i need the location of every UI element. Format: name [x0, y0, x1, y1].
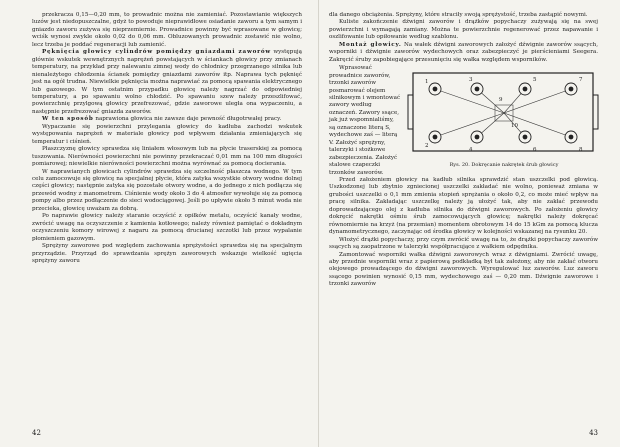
paragraph-lead: Montaż głowicy. — [339, 41, 402, 48]
right-page — [318, 0, 620, 447]
paragraph-text: W naprawianych głowicach cylindrów sprawdza się szczelność płaszcza wodnego. W tym celu zamocowuje się głowicę na specjalnej płycie, która zatyka wszystkie otwory wodne dolnej części głowicy; następnie zatyka się pozostałe otwory wodne, a do jednego z nich podłącza się przewód wodny z manometrem. Ciśnienie wody około 3 do 4 atmosfer wywołuje się za pomocą pompy albo przez podłączenie do sieci wodociągowej. Jeśli po upływie około 5 minut woda nie przecieka, głowicę uważam za dobrą. — [32, 168, 302, 212]
figure-label: 1 — [425, 79, 429, 86]
paragraph — [32, 146, 302, 168]
paragraph — [32, 213, 302, 243]
paragraph — [329, 177, 598, 237]
bolt-center — [475, 135, 480, 140]
paragraph-lead: W ten sposób — [42, 116, 94, 123]
head-side-tab — [593, 95, 598, 129]
paragraph-text: przekracza 0,15—0,20 mm, to prowadnic można nie zamieniać. Pozostawianie większych luzów jest niedopuszczalne, gdyż to powoduje nieprawidłowe osiadanie zaworu a tym samym i gniazdo zaworu zużywa się nieprzemiernie. Prowadnice powinny być wprasowane w głowicę; wciśk wynosi zwykle około 0,02 do 0,06 mm. Obluzowanych prowadnic zostawić nie wolno, lecz trzeba je poddać regeneracji lub zamienić. — [32, 12, 302, 48]
paragraph-text: Przed założeniem głowicy na kadłub silnika sprawdzić stan uszczelki pod głowicą. Uszkodzonej lub zbytnio zgniecionej uszczelki zakładać nie wolno, ponieważ zmiana w grubości uszczelki o 0,1 mm zmienia stopień sprężania o około 0,2, co może mieć wpływ na pracę silnika. Zakładając uszczelkę należy ją ułożyć tak, aby nie zakłać przewodu doprowadzającego olej z kadłuba silnika do dźwigni zaworowych. Po założeniu głowicy dokręcić nakrętki ośmiu śrub zamocowujących głowicę; nakrętki należy dokręcać równomiernie na krzyż (na przemian) momentem obrotowym 14 do 15 kGm za pomocą klucza dynamometrycznego, zaczynając od środka głowicy w kolejności wskazanej na rysunku 20. — [329, 176, 598, 236]
paragraph — [32, 49, 302, 116]
figure-label: 8 — [579, 147, 583, 154]
paragraph — [32, 124, 302, 146]
figure-label: 10 — [511, 123, 518, 130]
figure-label: 2 — [425, 143, 429, 150]
paragraph-text: występują głównie wskutek wewnętrznych naprężeń powstających w ściankach głowicy przy zmianach temperatury, na przykład przy nalewaniu zimnej wody do chłodnicy przegrzanego silnika lub nienależytego chłodzenia ścianek pomiędzy gniazdami zaworów itp. Naprawa tych pęknięć jest na ogół trudna. Niewielkie pęknięcia można naprawiać za pomocą spawania elektrycznego lub gazowego. W tym ostatnim przypadku głowicę należy nagrzać do odpowiedniej temperatury, a po spawaniu wolno chłodzić. Po spawaniu szew należy przeszlifować, powierzchnię przylgową głowicy przefrezować, gdzie zaworowe uległa ona wypaczeniu, a następnie przefrezować gniazda zaworów. — [32, 49, 302, 115]
head-side-tab — [408, 95, 413, 129]
paragraph — [329, 42, 598, 64]
paragraph-text: Kuliste zakończenie dźwigni zaworów i drążków popychaczy zużywają się na swej powierzchni i wymagają zamiany. Można te powierzchnie regenerować przez napawanie i oszlifowanie lub opiłowanie według szablonu. — [329, 19, 598, 41]
bolt-center — [523, 135, 528, 140]
page-number-right: 43 — [589, 429, 598, 437]
tightening-sequence-line — [504, 89, 571, 113]
bolt-center — [569, 87, 574, 92]
figure-20 — [407, 65, 601, 168]
cylinder-head-diagram — [407, 65, 601, 161]
figure-label: 7 — [579, 77, 583, 84]
left-page-body — [32, 12, 302, 265]
paragraph — [32, 116, 302, 123]
right-page-body-bottom — [329, 177, 598, 289]
figure-side-text — [329, 65, 401, 177]
paragraph-text: Na wałek dźwigni zaworowych założyć dźwignie zaworów ssących, wsporniki i dźwignie zaworów wydechowych oraz zabezpieczyć je pierścieniami Seegera. Zakręcić śruby zapobiegające przesunięciu się wałka względem wsporników. — [329, 41, 599, 63]
tightening-sequence-line — [435, 113, 504, 137]
paragraph-text: Sprężyny zaworowe pod względem zachowania sprężystości sprawdza się na specjalnym przyrządzie. Przyrząd do sprawdzania sprężyn zaworowych wskazuje wielkość ugięcia sprężyny zaworu — [32, 243, 302, 264]
paragraph-text: dla danego obciążenia. Sprężyny, które straciły swoją sprężystość, trzeba zastąpić nowymi. — [329, 12, 588, 18]
paragraph — [329, 19, 598, 41]
paragraph — [329, 252, 598, 289]
paragraph — [32, 243, 302, 265]
figure-label: 6 — [533, 147, 537, 154]
figure-label: 5 — [533, 77, 537, 84]
bolt-center — [523, 87, 528, 92]
tightening-sequence-line — [435, 89, 504, 113]
page-number-left: 42 — [32, 429, 41, 437]
paragraph-text: Płaszczyznę głowicy sprawdza się liniałem włosowym lub na płycie traserskiej za pomocą tuszowania. Nierówności powierzchni nie powinny przekraczać 0,01 mm na 100 mm długości pomiarowej; niewielkie nierówności powierzchni można wyrównać za pomocą docierania. — [32, 146, 302, 168]
figure-label: 3 — [469, 77, 473, 84]
right-page-body-top — [329, 12, 598, 64]
figure-caption: Rys. 20. Dokręcanie nakrętek śrub głowicy — [449, 162, 559, 169]
paragraph-text: Zamontować wsporniki wałka dźwigni zaworowych wraz z dźwigniami. Zwrócić uwagę, aby przednie wsporniki wraz z papierową podkładką był tak założony, aby nie zakłać otworu olejowego prowadzącego do dźwigni zaworowych. Wyregulować luz zaworów. Luz zaworu ssącego powinien wynosić 0,15 mm, wydechowego zaś — 0,20 mm. Dźwignie zaworowe i trzonki zaworów — [329, 251, 598, 288]
bolt-center — [475, 87, 480, 92]
figure-label: 9 — [499, 97, 503, 104]
figure-block — [329, 65, 598, 177]
paragraph — [32, 12, 302, 49]
paragraph — [329, 237, 598, 252]
paragraph-text: Wypaczanie się powierzchni przylegania głowicy do kadłuba zachodzi wskutek występowania naprężeń w materiale głowicy pod wpływem działania zmieniających się temperatur i ciśnień. — [32, 123, 302, 145]
bolt-center — [433, 135, 438, 140]
paragraph-text: Po naprawie głowicy należy staranie oczyścić z opiłków metalu, oczyścić kanały wodne, zwrócić uwagę na oczyszczenie z kamienia kotłowego; należy również pamiętać o dokładnym oczyszczeniu komory wirowej z nagaru za pomocą drucianej szczotki lub przez wypalanie płomieniem gazowym. — [32, 213, 302, 242]
paragraph: Wprasować prowadnice zaworów, trzonki zaworów posmarować olejem silnikowym i wmontować zawory według oznaczeń. Zawory ssące, jak już wspomnialiśmy, są oznaczone literą S, wydechowe zaś — literą V. Założyć sprężyny, talerzyki i stożkowe zabezpieczenia. Założyć stalowe czapeczki trzonków zaworów. — [329, 65, 401, 176]
paragraph-text: Włożyć drążki popychaczy, przy czym zwrócić uwagę na to, że drążki popychaczy zaworów ssących są zaopatrzone w talerzyki współpracujące z wałkiem odpędnika. — [329, 236, 598, 251]
bolt-center — [433, 87, 438, 92]
paragraph-text: naprawiona głowica nie zawsze daje pewność długotrwałej pracy. — [95, 116, 282, 123]
paragraph-lead: Pęknięcia głowicy cylindrów pomiędzy gniazdami zaworów — [42, 49, 271, 56]
bolt-center — [569, 135, 574, 140]
figure-label: 4 — [469, 147, 473, 154]
paragraph — [32, 169, 302, 214]
